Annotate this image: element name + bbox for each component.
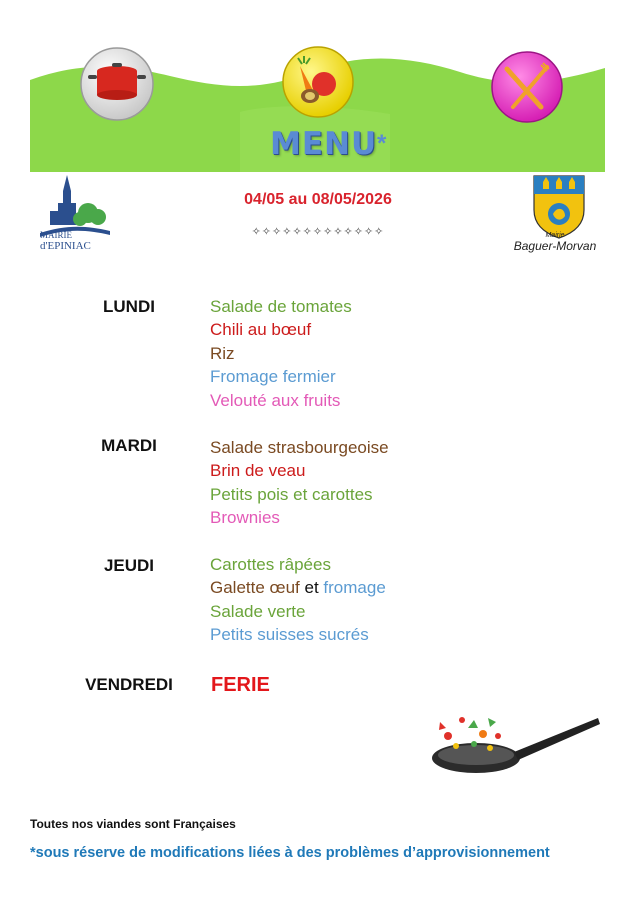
day-label-jeudi: JEUDI bbox=[103, 556, 155, 575]
dish-item: Brownies bbox=[210, 508, 280, 528]
frying-pan-icon bbox=[428, 706, 603, 781]
dish-item-conjunction: et bbox=[304, 578, 319, 598]
menu-title: MENU bbox=[270, 126, 378, 162]
dish-item: Petits pois et carottes bbox=[210, 484, 373, 504]
dish-item: Salade de tomates bbox=[210, 297, 352, 316]
dishes-jeudi bbox=[210, 553, 386, 647]
dish-item: Velouté aux fruits bbox=[210, 390, 341, 410]
dish-item bbox=[210, 576, 386, 599]
dishes-lundi bbox=[210, 295, 352, 412]
dishes-mardi bbox=[210, 436, 389, 530]
epiniac-logo-top: MAIRIE bbox=[40, 230, 72, 240]
epiniac-logo-bottom: d'EPINIAC bbox=[40, 240, 91, 252]
dish-item: Petits suisses sucrés bbox=[210, 625, 369, 645]
holiday-label: FERIE bbox=[211, 674, 270, 696]
dish-item-part: fromage bbox=[323, 578, 386, 598]
day-label-vendredi: VENDREDI bbox=[85, 675, 173, 694]
supply-disclaimer-note: *sous réserve de modifications liées à des problèmes d’approvisionnement bbox=[30, 845, 550, 861]
dish-item: Fromage fermier bbox=[210, 367, 336, 387]
dish-item: Salade strasbourgeoise bbox=[210, 438, 389, 457]
dish-item: Chili au bœuf bbox=[210, 320, 312, 340]
cooking-pot-icon bbox=[78, 45, 156, 123]
day-label-lundi: LUNDI bbox=[103, 297, 155, 316]
dish-item: Brin de veau bbox=[210, 461, 306, 481]
dish-item: Carottes râpées bbox=[210, 555, 331, 574]
baguer-morvan-logo-label bbox=[500, 230, 610, 252]
menu-footnote-star: * bbox=[377, 130, 387, 157]
dish-item: Salade verte bbox=[210, 601, 306, 621]
date-range: 04/05 au 08/05/2026 bbox=[244, 191, 392, 208]
dish-item: Riz bbox=[210, 343, 235, 363]
knife-fork-icon bbox=[489, 49, 565, 125]
fruit-vegetable-icon bbox=[280, 44, 356, 120]
day-label-mardi: MARDI bbox=[101, 436, 157, 455]
dish-item-part: Galette œuf bbox=[210, 578, 300, 598]
baguer-morvan-logo-bottom: Baguer-Morvan bbox=[513, 239, 597, 253]
meat-origin-note: Toutes nos viandes sont Françaises bbox=[30, 817, 236, 831]
decorative-divider: ✧✧✧✧✧✧✧✧✧✧✧✧✧ bbox=[251, 225, 385, 238]
baguer-morvan-logo-top: Mairie bbox=[545, 232, 565, 239]
